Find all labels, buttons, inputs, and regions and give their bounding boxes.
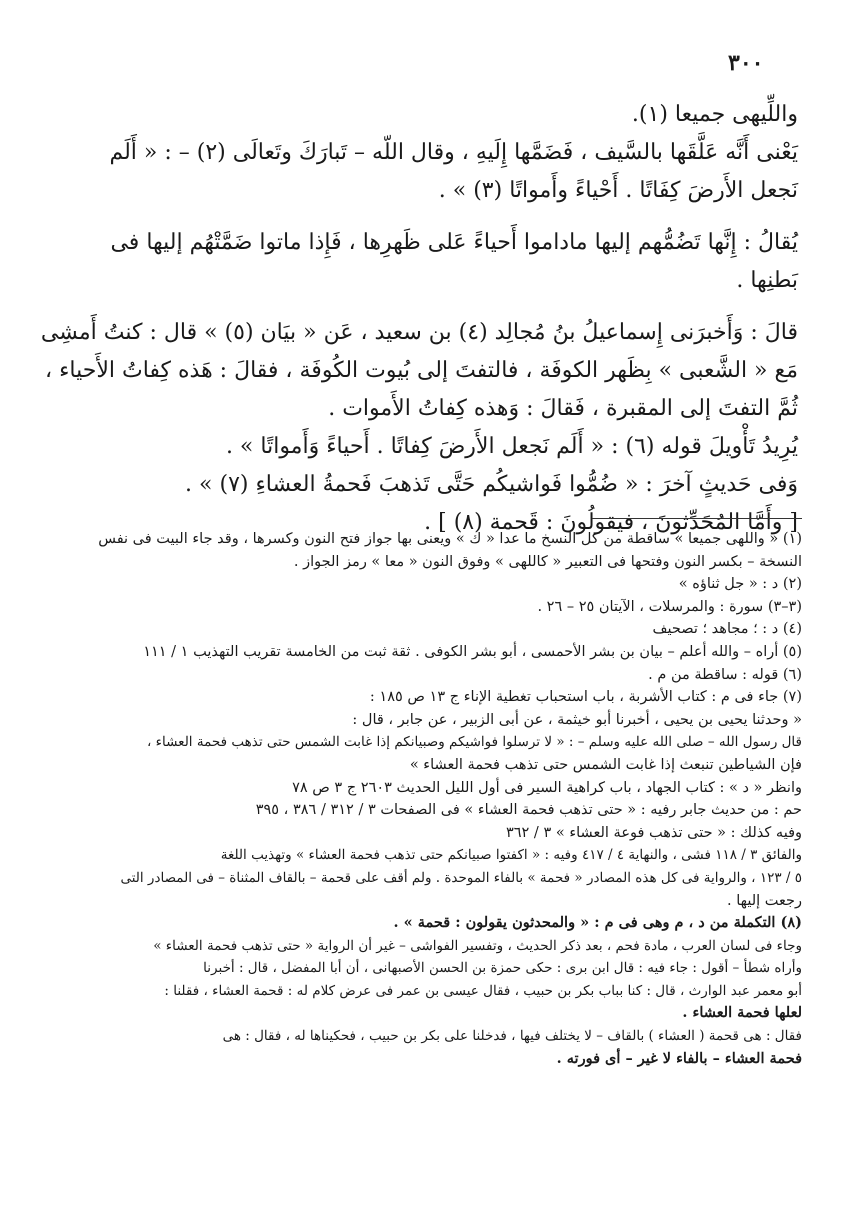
main-line: يُقالُ : إِنَّها تَضُمُّهم إليها ماداموا أَحياءً عَلى ظَهرِها ، فَإِذا ماتوا ضَمَّتْهُم إليها فى — [110, 230, 798, 255]
footnote-line: فإن الشياطين تنبعث إذا غابت الشمس حتى تذهب فحمة العشاء » — [409, 756, 802, 773]
footnote-line: (٥) أراه – والله أعلم – بيان بن بشر الأحمسى ، أبو بشر الكوفى . ثقة ثبت من الخامسة تقريب التهذيب ١ / ١١١ — [143, 643, 802, 660]
footnote-line: حم : من حديث جابر رفيه : « حتى تذهب فحمة العشاء » فى الصفحات ٣ / ٣١٢ / ٣٨٦ ، ٣٩٥ — [255, 802, 802, 819]
footnote-line: (٤) د : ؛ مجاهد ؛ تصحيف — [652, 621, 802, 638]
main-text — [40, 96, 798, 542]
footnote-line: فحمة العشاء – بالفاء لا غير – أى فورته . — [556, 1049, 802, 1067]
footnote-line: والفائق ٣ / ١١٨ فشى ، والنهاية ٤ / ٤١٧ وفيه : « اكفتوا صبيانكم حتى تذهب فحمة العشاء » وتهذيب اللغة — [220, 847, 802, 864]
page-number: ٣٠٠ — [728, 50, 764, 76]
main-line: بَطنِها . — [736, 268, 798, 293]
footnote-line: وجاء فى لسان العرب ، مادة فحم ، بعد ذكر الحديث ، وتفسير الفواشى – غير أن الرواية « حتى تذهب فحمة العشاء » — [153, 937, 802, 954]
footnote-line: (٢) د : « جل ثناؤه » — [678, 576, 802, 593]
main-line: يَعْنى أَنَّه عَلَّقَها بالسَّيف ، فَضَمَّها إِلَيهِ ، وقال اللّه – تَبارَكَ وتَعالَى (٢) – : « أَلَم — [109, 140, 798, 165]
footnote-line: وانظر « د » : كتاب الجهاد ، باب كراهية السير فى أول الليل الحديث ٢٦٠٣ ج ٣ ص ٧٨ — [292, 779, 802, 796]
footnote-line: (١) « واللهى جميعا » ساقطة من كل النسخ ما عدا « ك » ويعنى بها جواز فتح النون وكسرها ، وقد جاء البيت فى نفس — [98, 531, 802, 547]
footnote-line: ٥ / ١٢٣ ، والرواية فى كل هذه المصادر « فحمة » بالفاء الموحدة . ولم أقف على قحمة – بالقاف المثناة – فى المصادر التى — [120, 869, 802, 886]
footnote-line: وأراه شطأ – أقول : جاء فيه : قال ابن برى : حكى حمزة بن الحسن الأصبهانى ، أن أبا المفضل ، قال : أخبرنا — [203, 960, 802, 977]
main-line: واللِّيهى جميعا (١). — [631, 102, 798, 127]
footnote-line: (٣–٣) سورة : والمرسلات ، الآيتان ٢٥ – ٢٦ . — [537, 598, 802, 615]
footnote-line: رجعت إليها . — [727, 892, 802, 909]
main-line: [ وأَمَّا المُحَدِّثونَ ، فيقولُونَ : قَحمة (٨) ] . — [424, 510, 798, 535]
main-line: قالَ : وَأَخبرَنى إِسماعيلُ بنُ مُجالِد (٤) بن سعيد ، عَن « بيَان (٥) » قال : كنتُ أَمشِى — [40, 320, 798, 345]
main-line: وَفى حَديثٍ آخرَ : « ضُمُّوا فَواشيكُم حَتَّى تَذهبَ فَحمةُ العشاءِ (٧) » . — [185, 472, 798, 497]
footnote-line: « وحدثنا يحيى بن يحيى ، أخبرنا أبو خيثمة ، عن أبى الزبير ، عن جابر ، قال : — [352, 711, 802, 728]
footnote-line: لعلها فحمة العشاء . — [682, 1004, 802, 1022]
footnote-line: قال رسول الله – صلى الله عليه وسلم – : « لا ترسلوا فواشيكم وصبيانكم إذا غابت الشمس حتى تذهب فحمة العشاء ، — [147, 734, 802, 751]
footnote-line: (٨) التكملة من د ، م وهى فى م : « والمحدثون يقولون : قحمة » . — [393, 914, 802, 932]
footnote-line: النسخة – بكسر النون وفتحها فى التعبير « كاللهى » وفوق النون « معا » رمز الجواز . — [293, 553, 802, 570]
footnote-line: وفيه كذلك : « حتى تذهب فوعة العشاء » ٣ / ٣٦٢ — [505, 824, 802, 841]
main-line: ثُمَّ التفتَ إلى المقبرة ، فَقالَ : وَهذه كِفاتُ الأَموات . — [328, 396, 798, 421]
footnote-line: فقال : هى قحمة ( العشاء ) بالقاف – لا يختلف فيها ، فدخلنا على بكر بن حبيب ، فحكيناها له ، فقال : هى — [222, 1028, 802, 1045]
footnote-line: (٧) جاء فى م : كتاب الأشربة ، باب استحباب تغطية الإناء ج ١٣ ص ١٨٥ : — [369, 689, 802, 706]
footnote-line: (٦) قوله : ساقطة من م . — [648, 666, 802, 683]
footnote-separator — [592, 518, 802, 519]
main-line: نَجعل الأَرضَ كِفَاتًا . أَحْياءً وأَمواتًا (٣) » . — [438, 178, 798, 203]
main-line: يُرِيدُ تَأْويلَ قوله (٦) : « أَلَم نَجعل الأَرضَ كِفاتًا . أَحياءً وَأَمواتًا » . — [225, 434, 798, 459]
footnotes — [62, 528, 802, 1070]
main-line: مَع « الشَّعبى » بِظَهر الكوفَة ، فالتفتَ إلى بُيوت الكُوفَة ، فقالَ : هَذه كِفاتُ الأَحياء ، — [44, 358, 798, 383]
footnote-line: أبو معمر عبد الوارث ، قال : كنا بباب بكر بن حبيب ، فقال عيسى بن عمر فى عرض كلام له : قحمة العشاء ، فقلنا : — [164, 982, 802, 999]
